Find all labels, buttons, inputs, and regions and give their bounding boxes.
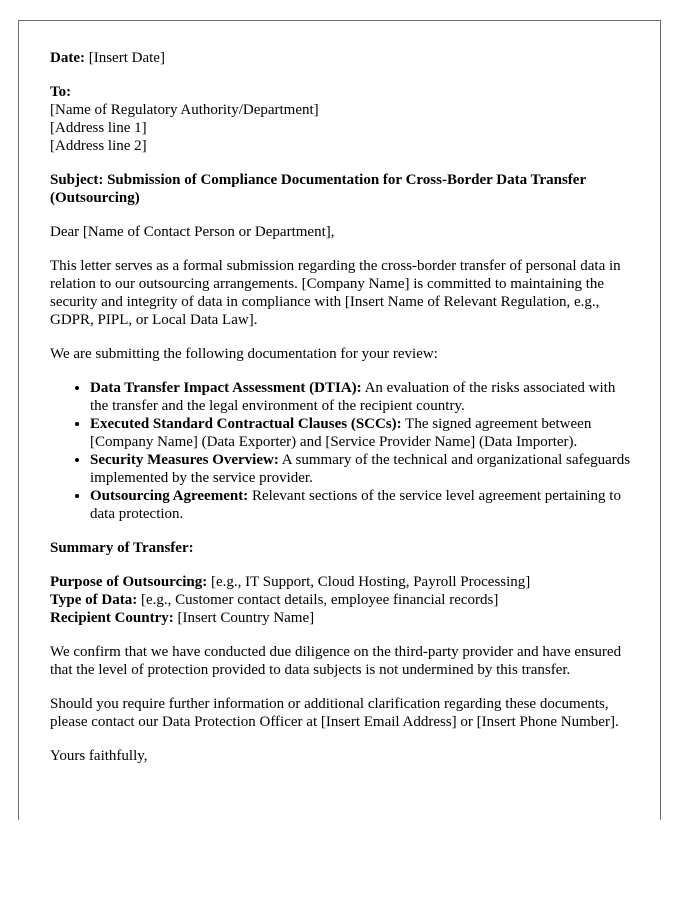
summary-value: [e.g., IT Support, Cloud Hosting, Payroll Processing]: [207, 574, 531, 590]
documents-list: [50, 379, 635, 523]
recipient-line: [Name of Regulatory Authority/Department]: [50, 102, 319, 118]
document-title: Security Measures Overview:: [90, 452, 279, 468]
documents-intro: We are submitting the following documentation for your review:: [50, 346, 438, 362]
subject-line: Subject: Submission of Compliance Documentation for Cross-Border Data Transfer (Outsourcing): [50, 172, 586, 206]
intro-paragraph: This letter serves as a formal submission regarding the cross-border transfer of personal data in relation to our outsourcing arrangements. [Company Name] is committed to maintaining the security and integrity of data in compliance with [Insert Name of Relevant Regulation, e.g., GDPR, PIPL, or Local Data Law].: [50, 258, 621, 328]
document-description: The signed agreement between [Company Name] (Data Exporter) and [Service Provider Name] (Data Importer).: [90, 416, 592, 450]
contact-paragraph: Should you require further information or additional clarification regarding these documents, please contact our Data Protection Officer at [Insert Email Address] or [Insert Phone Number].: [50, 696, 619, 730]
list-item: [90, 487, 635, 523]
closing-line: Yours faithfully,: [50, 748, 148, 764]
document-description: An evaluation of the risks associated with the transfer and the legal environment of the recipient country.: [90, 380, 616, 414]
list-item: [90, 379, 635, 415]
recipient-line: [Address line 1]: [50, 120, 147, 136]
to-label: To:: [50, 84, 72, 100]
due-diligence-paragraph: We confirm that we have conducted due diligence on the third-party provider and have ensured that the level of protection provided to data subjects is not undermined by this transfer.: [50, 644, 622, 678]
date-value: [Insert Date]: [88, 50, 165, 66]
summary-value: [e.g., Customer contact details, employee financial records]: [137, 592, 499, 608]
document-title: Executed Standard Contractual Clauses (SCCs):: [90, 416, 402, 432]
document-description: A summary of the technical and organizational safeguards implemented by the service provider.: [90, 452, 631, 486]
greeting: Dear [Name of Contact Person or Department],: [50, 224, 335, 240]
summary-block: [50, 573, 635, 627]
summary-label: Type of Data:: [50, 592, 138, 608]
summary-line: [50, 609, 635, 627]
summary-line: [50, 573, 635, 591]
date-label: Date:: [50, 50, 85, 66]
summary-heading: Summary of Transfer:: [50, 540, 194, 556]
list-item: [90, 451, 635, 487]
recipient-block: [50, 83, 635, 155]
document-title: Data Transfer Impact Assessment (DTIA):: [90, 380, 362, 396]
summary-label: Recipient Country:: [50, 610, 174, 626]
letter-page: [18, 20, 661, 820]
date-line: [50, 49, 635, 67]
summary-value: [Insert Country Name]: [173, 610, 315, 626]
summary-line: [50, 591, 635, 609]
summary-label: Purpose of Outsourcing:: [50, 574, 208, 590]
recipient-line: [Address line 2]: [50, 138, 147, 154]
document-title: Outsourcing Agreement:: [90, 488, 249, 504]
document-description: Relevant sections of the service level agreement pertaining to data protection.: [90, 488, 621, 522]
letter-content: [50, 49, 635, 781]
list-item: [90, 415, 635, 451]
